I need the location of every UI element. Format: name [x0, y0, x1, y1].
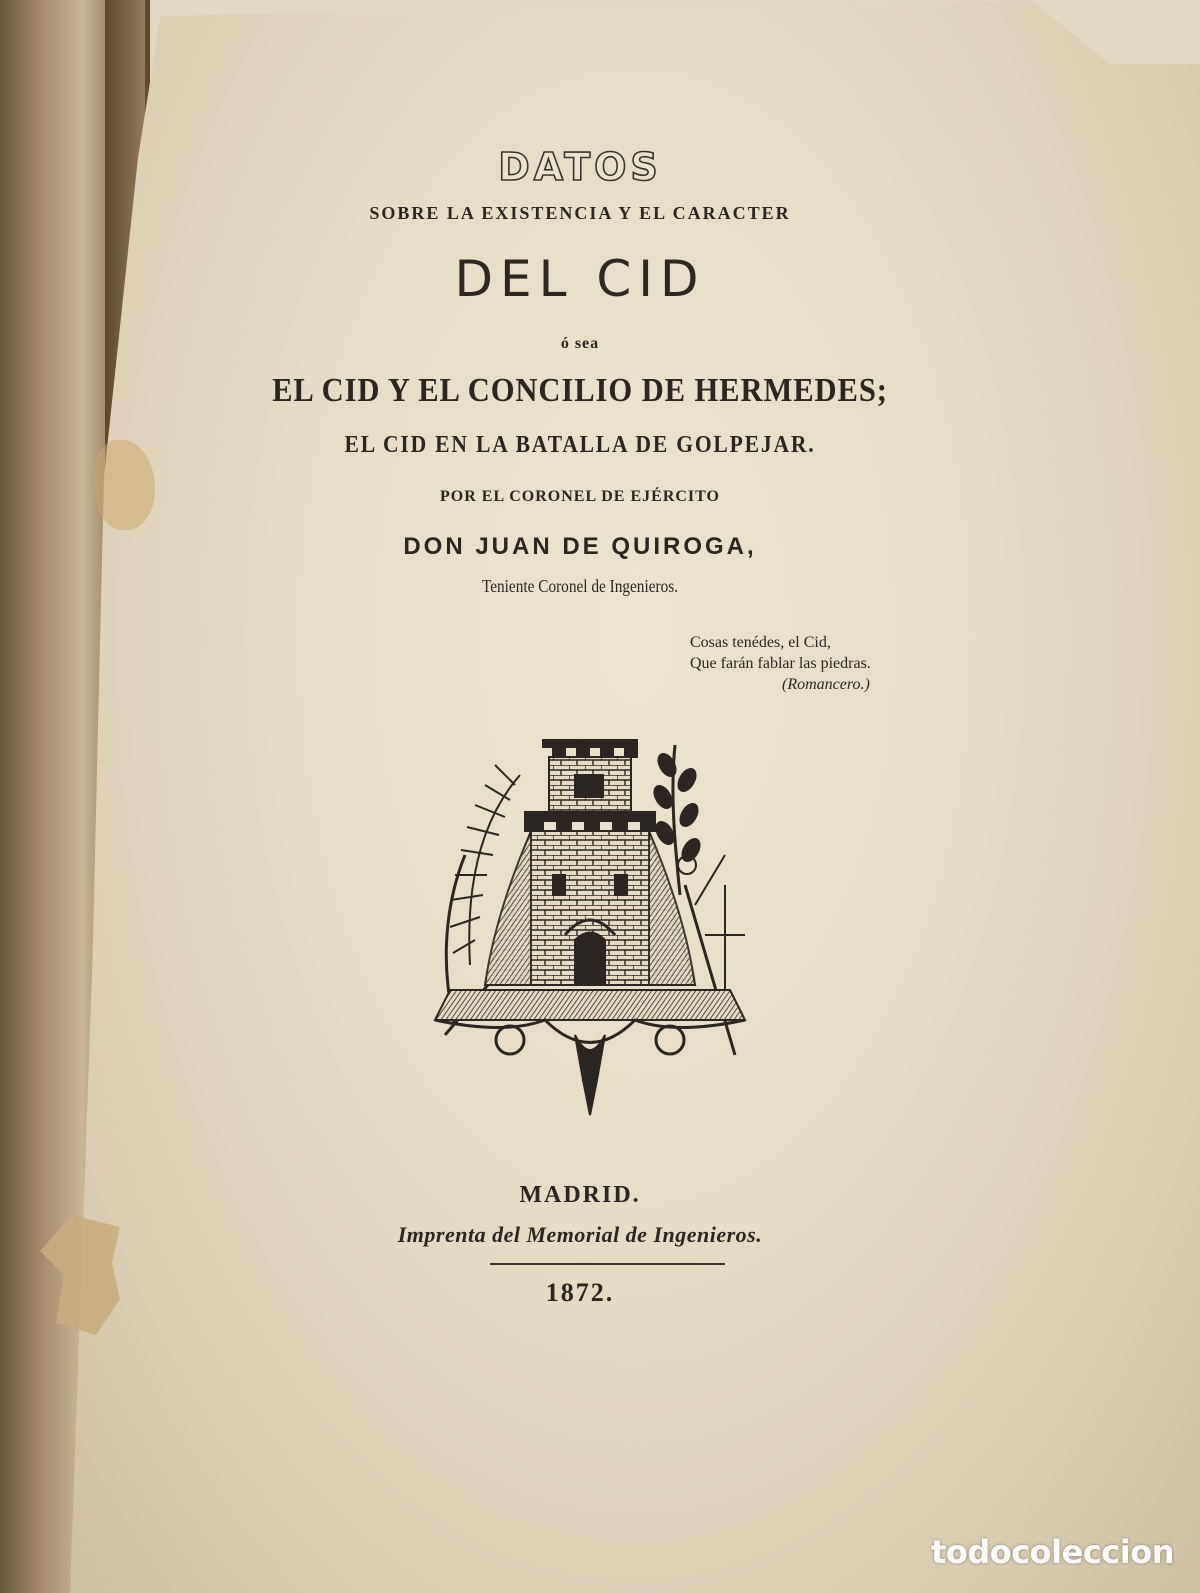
epigraph-line-2: Que farán fablar las piedras.: [690, 655, 871, 672]
imprint-press: Imprenta del Memorial de Ingenieros.: [397, 1222, 763, 1247]
watermark-logo: todocoleccion: [931, 1533, 1174, 1571]
title-datos: DATOS: [498, 145, 662, 189]
imprint-divider: [490, 1263, 725, 1265]
castle-tower: [485, 740, 695, 985]
epigraph: [690, 632, 960, 695]
emblem-base: [435, 990, 745, 1115]
author-intro: POR EL CORONEL DE EJÉRCITO: [440, 488, 720, 505]
subtitle-existencia: SOBRE LA EXISTENCIA Y EL CARACTER: [369, 203, 791, 223]
title-del-cid: DEL CID: [454, 250, 706, 308]
imprint-year: 1872.: [545, 1278, 615, 1307]
castle-emblem-icon: [425, 735, 755, 1120]
subtitle-batalla: EL CID EN LA BATALLA DE GOLPEJAR.: [344, 432, 816, 458]
author-name: DON JUAN DE QUIROGA,: [403, 533, 757, 560]
author-rank: Teniente Coronel de Ingenieros.: [481, 576, 679, 596]
subtitle-concilio: EL CID Y EL CONCILIO DE HERMEDES;: [272, 372, 888, 409]
epigraph-line-1: Cosas tenédes, el Cid,: [690, 634, 831, 651]
conjunction-o-sea: ó sea: [560, 335, 600, 352]
imprint-city: MADRID.: [519, 1182, 641, 1208]
epigraph-source: (Romancero.): [782, 676, 870, 693]
